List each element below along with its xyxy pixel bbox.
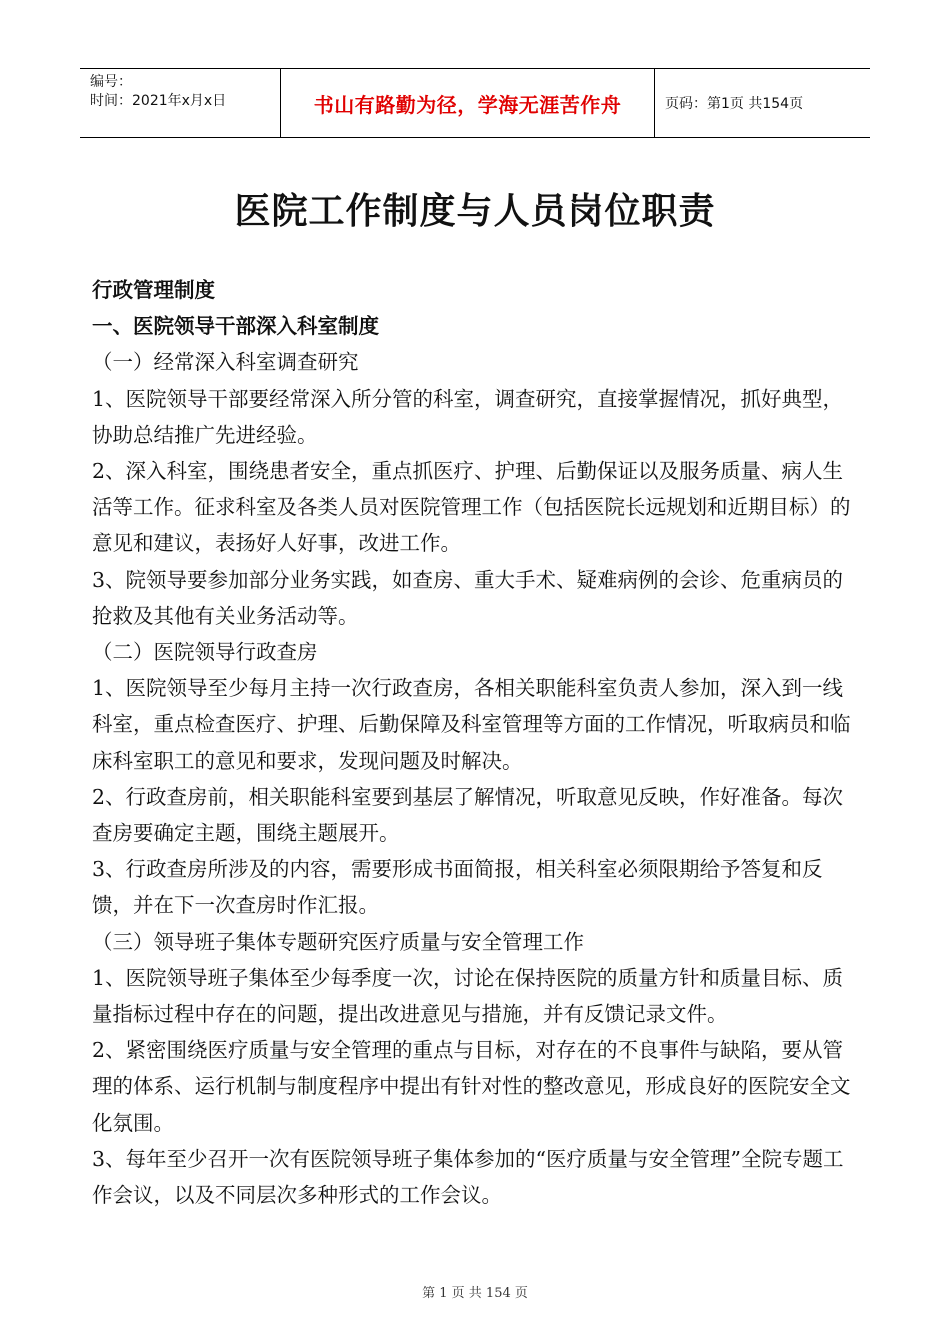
header-motto: 书山有路勤为径，学海无涯苦作舟 xyxy=(281,69,655,137)
section-heading: 行政管理制度 xyxy=(92,278,215,302)
paragraph: 3、每年至少召开一次有医院领导班子集体参加的“医疗质量与安全管理”全院专题工作会议，以及不同层次多种形式的工作会议。 xyxy=(92,1146,844,1208)
paragraph: 2、深入科室，围绕患者安全，重点抓医疗、护理、后勤保证以及服务质量、病人生活等工作。征求科室及各类人员对医院管理工作（包括医院长远规划和近期目标）的意见和建议，表扬好人好事，改进工作。 xyxy=(92,459,851,556)
paragraph: 2、紧密围绕医疗质量与安全管理的重点与目标，对存在的不良事件与缺陷，要从管理的体系、运行机制与制度程序中提出有针对性的整改意见，形成良好的医院安全文化氛围。 xyxy=(92,1038,851,1135)
paragraph: 1、医院领导至少每月主持一次行政查房，各相关职能科室负责人参加，深入到一线科室，重点检查医疗、护理、后勤保障及科室管理等方面的工作情况，听取病员和临床科室职工的意见和要求，发现问题及时解决。 xyxy=(92,676,851,773)
paragraph: 1、医院领导干部要经常深入所分管的科室，调查研究，直接掌握情况，抓好典型，协助总结推广先进经验。 xyxy=(92,386,844,447)
header-page-info: 页码：第1页 共154页 xyxy=(665,96,804,112)
document-body xyxy=(92,272,862,1213)
number-label: 编号： xyxy=(90,74,132,90)
header-meta xyxy=(80,69,281,137)
paragraph: （一）经常深入科室调查研究 xyxy=(92,350,359,375)
page-header xyxy=(80,68,870,138)
paragraph: 3、行政查房所涉及的内容，需要形成书面简报，相关科室必须限期给予答复和反馈，并在下一次查房时作汇报。 xyxy=(92,857,823,918)
paragraph: （三）领导班子集体专题研究医疗质量与安全管理工作 xyxy=(92,929,584,954)
time-label: 时间：2021年x月x日 xyxy=(90,93,227,109)
page-footer: 第 1 页 共 154 页 xyxy=(422,1286,528,1301)
document-title: 医院工作制度与人员岗位职责 xyxy=(234,190,716,232)
paragraph: （二）医院领导行政查房 xyxy=(92,640,318,665)
subsection-heading: 一、医院领导干部深入科室制度 xyxy=(92,314,379,339)
paragraph: 3、院领导要参加部分业务实践，如查房、重大手术、疑难病例的会诊、危重病员的抢救及其他有关业务活动等。 xyxy=(92,567,844,628)
paragraph: 1、医院领导班子集体至少每季度一次，讨论在保持医院的质量方针和质量目标、质量指标过程中存在的问题，提出改进意见与措施，并有反馈记录文件。 xyxy=(92,965,844,1027)
paragraph: 2、行政查房前，相关职能科室要到基层了解情况，听取意见反映，作好准备。每次查房要确定主题，围绕主题展开。 xyxy=(92,784,844,846)
